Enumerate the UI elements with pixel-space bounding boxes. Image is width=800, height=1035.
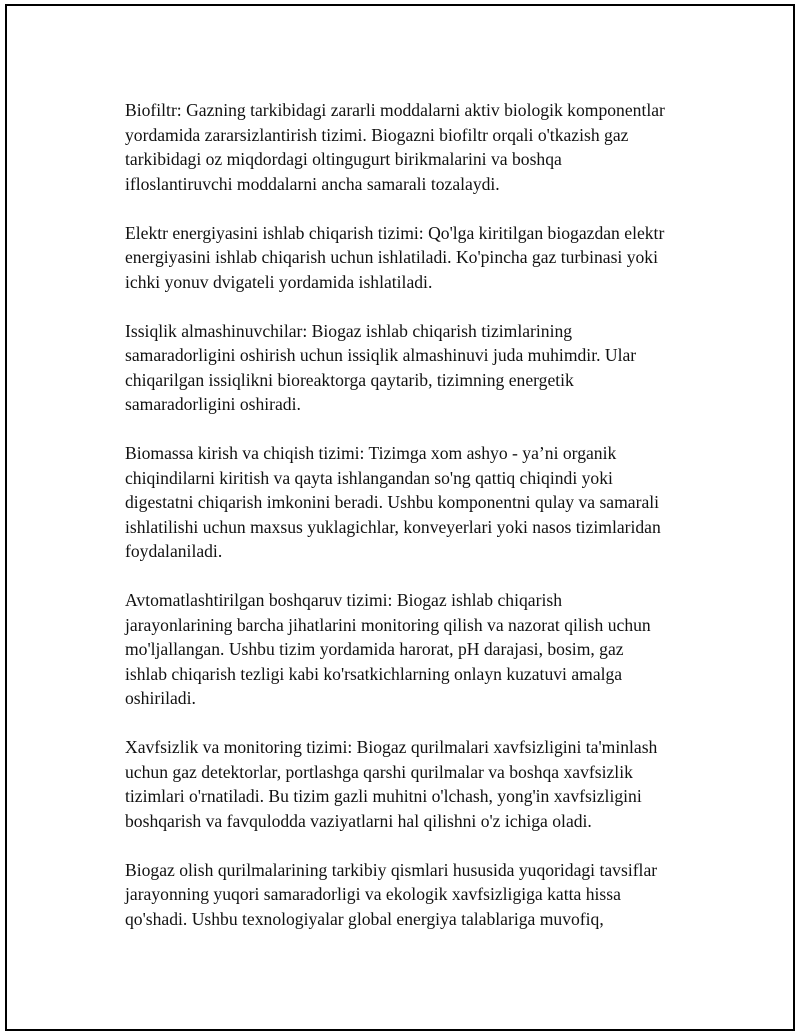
text-line: samaradorligini oshirish uchun issiqlik almashinuvi juda muhimdir. Ular — [125, 345, 637, 365]
text-line: chiqindilarni kiritish va qayta ishlangandan so'ng qattiq chiqindi yoki — [125, 467, 613, 488]
text-line: Issiqlik almashinuvchilar: Biogaz ishlab chiqarish tizimlarining — [125, 320, 573, 341]
text-line: tarkibidagi oz miqdordagi oltingugurt birikmalarini va boshqa — [125, 149, 562, 169]
text-line: qo'shadi. Ushbu texnologiyalar global energiya talablariga muvofiq, — [125, 908, 604, 929]
text-line: Xavfsizlik va monitoring tizimi: Biogaz qurilmalari xavfsizligini ta'minlash — [125, 737, 658, 757]
paragraph-avtomatlashtirilgan-boshqaruv — [125, 588, 705, 711]
paragraph-xavfsizlik-monitoring — [125, 735, 705, 833]
document-page — [5, 4, 795, 1031]
paragraph-issiqlik-almashinuvchilar — [125, 319, 705, 417]
text-line: digestatni chiqarish imkonini beradi. Ushbu komponentni qulay va samarali — [125, 492, 660, 512]
text-line: tizimlari o'rnatiladi. Bu tizim gazli muhitni o'lchash, yong'in xavfsizligini — [125, 786, 642, 806]
text-line: Avtomatlashtirilgan boshqaruv tizimi: Biogaz ishlab chiqarish — [125, 590, 562, 610]
text-line: Biomassa kirish va chiqish tizimi: Tizimga xom ashyo - ya’ni organik — [125, 443, 617, 463]
text-line: jarayonlarining barcha jihatlarini monitoring qilish va nazorat qilish uchun — [125, 614, 651, 635]
text-line: Elektr energiyasini ishlab chiqarish tizimi: Qo'lga kiritilgan biogazdan elektr — [125, 222, 665, 243]
text-line: ishlatilishi uchun maxsus yuklagichlar, konveyerlari yoki nasos tizimlaridan — [125, 516, 661, 537]
text-line: ifloslantiruvchi moddalarni ancha samarali tozalaydi. — [125, 173, 500, 194]
text-line: boshqarish va favqulodda vaziyatlarni hal qilishni o'z ichiga oladi. — [125, 810, 592, 831]
text-line: Biofiltr: Gazning tarkibidagi zararli moddalarni aktiv biologik komponentlar — [125, 100, 665, 120]
paragraph-xulosa — [125, 858, 705, 932]
paragraph-biomassa-kirish — [125, 441, 705, 564]
text-line: foydalaniladi. — [125, 541, 223, 561]
text-line: oshiriladi. — [125, 688, 196, 708]
text-line: ishlab chiqarish tezligi kabi ko'rsatkichlarning onlayn kuzatuvi amalga — [125, 663, 623, 684]
document-body — [125, 98, 705, 956]
text-line: Biogaz olish qurilmalarining tarkibiy qismlari hususida yuqoridagi tavsiflar — [125, 859, 658, 880]
text-line: yordamida zararsizlantirish tizimi. Biogazni biofiltr orqali o'tkazish gaz — [125, 124, 629, 145]
text-line: energiyasini ishlab chiqarish uchun ishlatiladi. Ko'pincha gaz turbinasi yoki — [125, 247, 658, 267]
text-line: uchun gaz detektorlar, portlashga qarshi qurilmalar va boshqa xavfsizlik — [125, 761, 633, 782]
text-line: jarayonning yuqori samaradorligi va ekologik xavfsizligiga katta hissa — [125, 884, 621, 904]
paragraph-biofiltr — [125, 98, 705, 196]
text-line: chiqarilgan issiqlikni bioreaktorga qaytarib, tizimning energetik — [125, 369, 574, 390]
paragraph-elektr-energiyasi — [125, 221, 705, 295]
text-line: ichki yonuv dvigateli yordamida ishlatiladi. — [125, 271, 433, 292]
text-line: mo'ljallangan. Ushbu tizim yordamida harorat, pH darajasi, bosim, gaz — [125, 639, 624, 659]
text-line: samaradorligini oshiradi. — [125, 394, 301, 414]
